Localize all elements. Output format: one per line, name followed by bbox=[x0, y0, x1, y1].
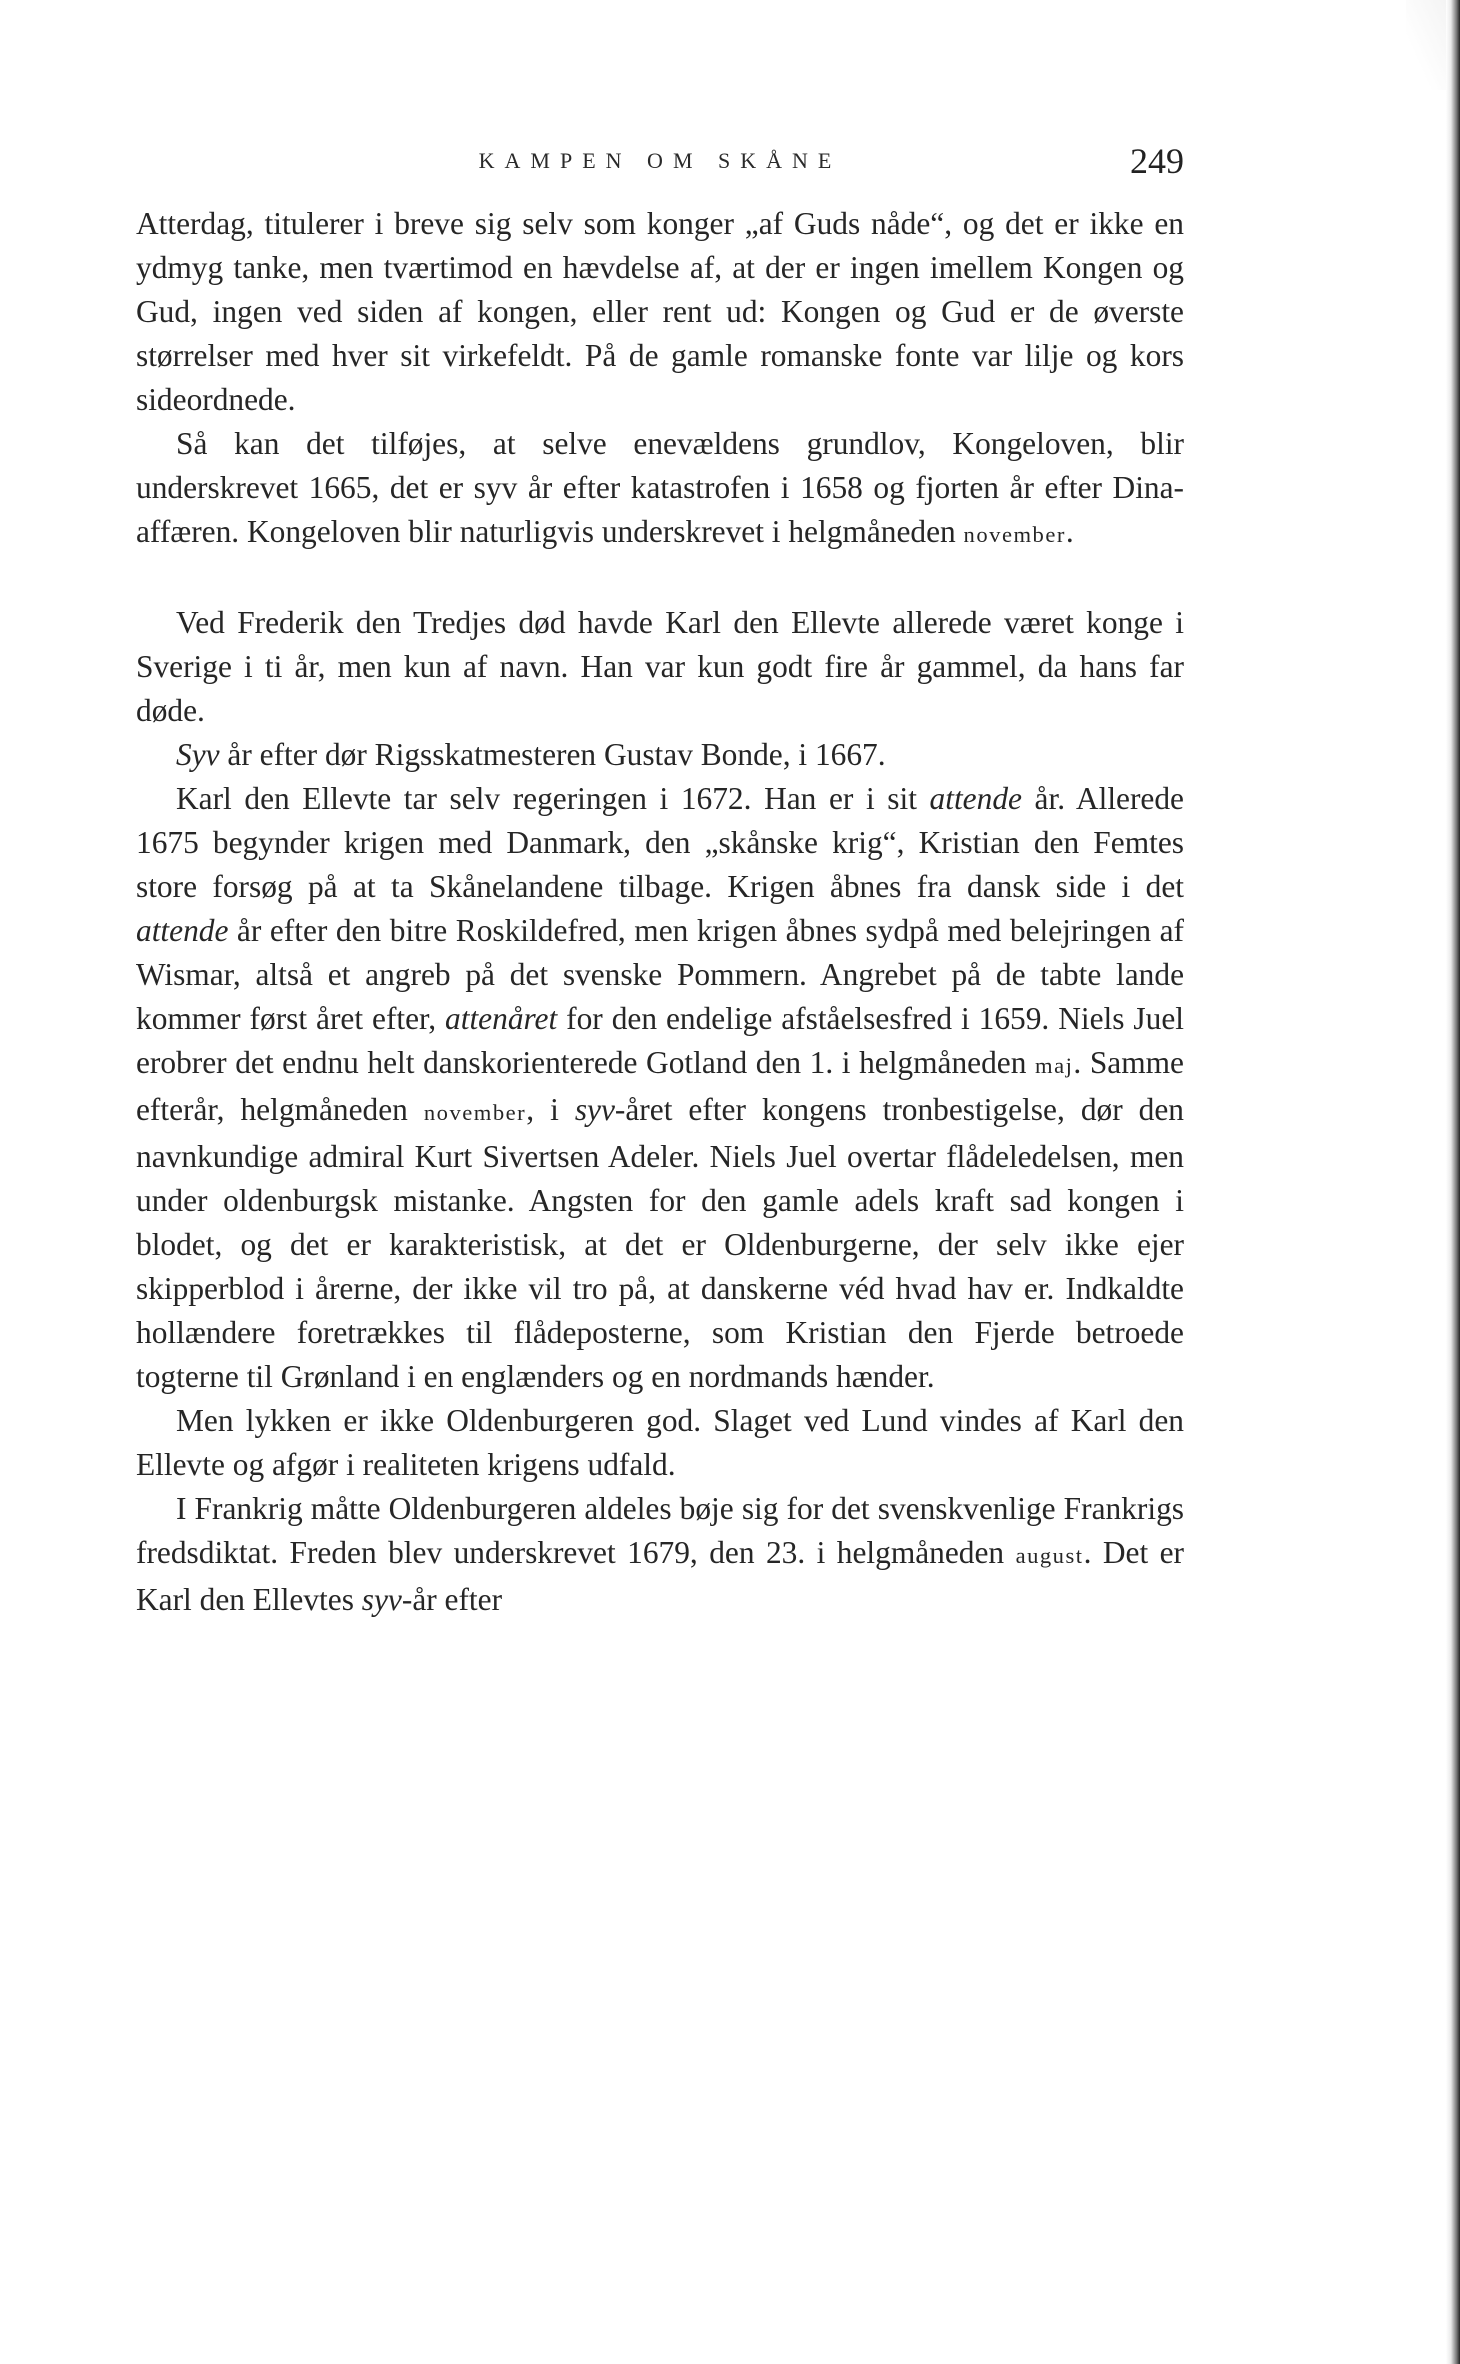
paragraph bbox=[136, 777, 1184, 1399]
italic-text: Syv bbox=[176, 737, 220, 772]
small-caps-text: august bbox=[1015, 1543, 1084, 1568]
text-run: Så kan det tilføjes, at selve enevældens grundlov, Kongeloven, blir underskrevet 1665, det er syv år efter katastrofen i 1658 og fjorten år efter Dina-affæren. Kongeloven blir naturligvis underskrevet i helgmåneden bbox=[136, 426, 1184, 549]
text-run: Men lykken er ikke Oldenburgeren god. Slaget ved Lund vindes af Karl den Ellevte og afgør i realiteten krigens udfald. bbox=[136, 1403, 1184, 1482]
text-run: Karl den Ellevte tar selv regeringen i 1672. Han er i sit bbox=[176, 781, 930, 816]
text-run: -året efter kongens tronbestigelse, dør den navnkundige admiral Kurt Sivertsen Adeler. Niels Juel overtar flådeledelsen, men under oldenburgsk mistanke. Angsten for den gamle adels kraft sad kongen i blodet, og det er karakteristisk, at det er Oldenburgerne, der selv ikke ejer skipperblod i årerne, der ikke vil tro på, at danskerne véd hvad hav er. Indkaldte hollænderе foretrækkes til flådeposterne, som Kristian den Fjerde betroede togterne til Grønland i en englænders og en nordmands hænder. bbox=[136, 1092, 1185, 1394]
italic-text: attende bbox=[929, 781, 1022, 816]
italic-text: syv bbox=[361, 1582, 402, 1617]
paragraph bbox=[136, 422, 1184, 557]
italic-text: attenåret bbox=[445, 1001, 558, 1036]
paragraph bbox=[136, 1399, 1184, 1487]
small-caps-text: november bbox=[423, 1100, 527, 1125]
italic-text: attende bbox=[136, 913, 229, 948]
page-number: 249 bbox=[1130, 141, 1184, 181]
running-title: KAMPEN OM SKÅNE bbox=[478, 148, 842, 173]
text-run: år efter den bitre Roskildefred, men krigen åbnes sydpå med belejringen af Wismar, altså et angreb på det svenske Pommern. Angrebet på de tabte lande kommer først året efter, bbox=[136, 913, 1184, 1036]
text-run: år. Allerede 1675 begynder krigen med Danmark, den „skånske krig“, Kristian den Femtes store forsøg på at ta Skånelandene tilbage. Krigen åbnes fra dansk side i det bbox=[136, 781, 1184, 904]
paragraph bbox=[136, 601, 1184, 733]
paragraph bbox=[136, 202, 1184, 422]
page-edge-shadow bbox=[1446, 0, 1460, 2364]
italic-text: syv bbox=[574, 1092, 615, 1127]
text-run: for den endelige afståelsesfred i 1659. Niels Juel erobrer det endnu helt danskorienterede Gotland den 1. i helgmåneden bbox=[136, 1001, 1184, 1080]
paragraph bbox=[136, 733, 1184, 777]
body-text bbox=[136, 202, 1184, 1622]
page-corner-shadow bbox=[1406, 0, 1446, 90]
text-run: I Frankrig måtte Oldenburgeren aldeles bøje sig for det svenskvenlige Frankrigs fredsdiktat. Freden blev underskrevet 1679, den 23. i helgmåneden bbox=[136, 1491, 1184, 1570]
small-caps-text: november bbox=[963, 522, 1066, 547]
text-run: . Samme efterår, helgmåneden bbox=[136, 1045, 1184, 1127]
text-run: , i bbox=[526, 1092, 575, 1127]
paragraph bbox=[136, 1487, 1184, 1622]
text-run: . Det er Karl den Ellevtes bbox=[136, 1535, 1184, 1617]
text-run: -år efter bbox=[401, 1582, 503, 1617]
text-run: . bbox=[1065, 514, 1074, 549]
text-run: Ved Frederik den Tredjes død havde Karl den Ellevte allerede været konge i Sverige i ti år, men kun af navn. Han var kun godt fire år gammel, da hans far døde. bbox=[136, 605, 1184, 728]
page-header bbox=[136, 140, 1184, 190]
text-run: år efter dør Rigsskatmesteren Gustav Bonde, i 1667. bbox=[219, 737, 886, 772]
text-run: Atterdag, titulerer i breve sig selv som konger „af Guds nåde“, og det er ikke en ydmyg tanke, men tværtimod en hævdelse af, at der er ingen imellem Kongen og Gud, ingen ved siden af kongen, eller rent ud: Kongen og Gud er de øverste størrelser med hver sit virkefeldt. På de gamle romanske fonte var lilje og kors sideordnede. bbox=[136, 206, 1184, 417]
small-caps-text: maj bbox=[1035, 1053, 1074, 1078]
